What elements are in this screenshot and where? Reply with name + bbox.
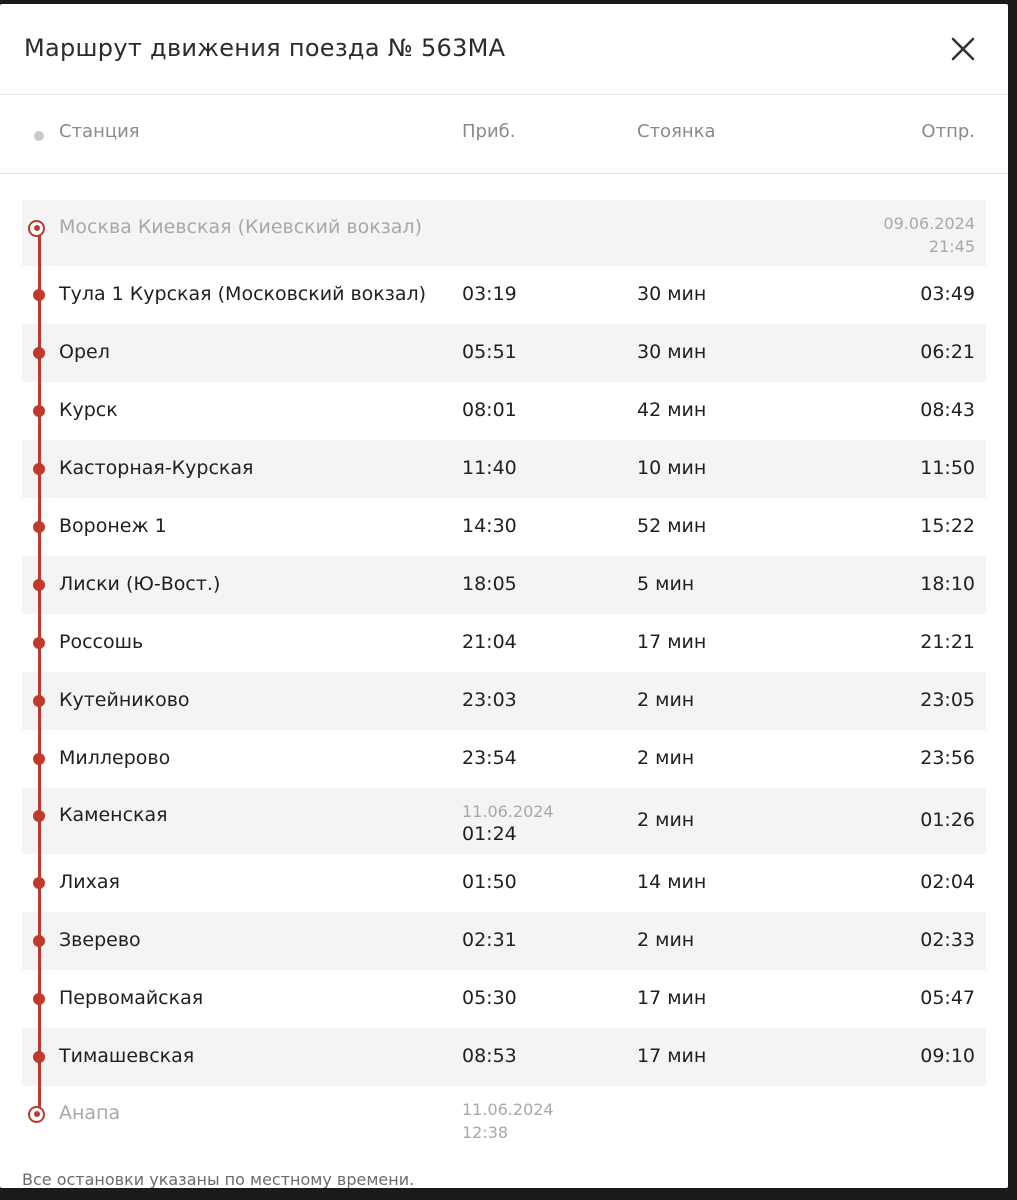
route-row bbox=[22, 382, 986, 440]
arrival-time: 05:30 bbox=[462, 987, 517, 1009]
route-row bbox=[22, 730, 986, 788]
stop-duration: 52 мин bbox=[637, 515, 707, 537]
route-row bbox=[22, 854, 986, 912]
departure-time: 23:56 bbox=[920, 747, 975, 769]
station-name: Россошь bbox=[59, 631, 144, 653]
station-name: Каменская bbox=[59, 804, 168, 826]
station-point-icon bbox=[33, 877, 45, 889]
departure-time: 01:26 bbox=[920, 809, 975, 831]
arrival-time: 02:31 bbox=[462, 929, 517, 951]
station-point-icon bbox=[33, 1051, 45, 1063]
station-name: Зверево bbox=[59, 929, 141, 951]
station-point-icon bbox=[33, 463, 45, 475]
stop-duration: 17 мин bbox=[637, 631, 707, 653]
terminal-station-icon bbox=[28, 220, 45, 237]
route-row bbox=[22, 266, 986, 324]
route-row bbox=[22, 970, 986, 1028]
departure-time: 15:22 bbox=[920, 515, 975, 537]
station-name: Кутейниково bbox=[59, 689, 190, 711]
stop-duration: 42 мин bbox=[637, 399, 707, 421]
stop-duration: 2 мин bbox=[637, 809, 695, 831]
stop-duration: 5 мин bbox=[637, 573, 695, 595]
stop-duration: 2 мин bbox=[637, 929, 695, 951]
station-name: Лиски (Ю-Вост.) bbox=[59, 573, 221, 595]
departure-time bbox=[883, 212, 975, 258]
arrival-time: 03:19 bbox=[462, 283, 517, 305]
arrival-time: 08:53 bbox=[462, 1045, 517, 1067]
stop-duration: 10 мин bbox=[637, 457, 707, 479]
station-name: Орел bbox=[59, 341, 110, 363]
arrival-date: 11.06.2024 bbox=[462, 802, 554, 821]
route-row bbox=[22, 440, 986, 498]
departure-time: 18:10 bbox=[920, 573, 975, 595]
arrival-time: 14:30 bbox=[462, 515, 517, 537]
route-row bbox=[22, 498, 986, 556]
departure-time: 03:49 bbox=[920, 283, 975, 305]
col-arrival: Приб. bbox=[462, 121, 516, 142]
station-point-icon bbox=[33, 405, 45, 417]
arrival-date: 11.06.2024 bbox=[462, 1100, 554, 1119]
departure-time: 02:33 bbox=[920, 929, 975, 951]
route-row bbox=[22, 200, 986, 266]
route-list bbox=[22, 200, 986, 1150]
route-row bbox=[22, 912, 986, 970]
modal-header bbox=[0, 4, 1008, 95]
arrival-time: 11:40 bbox=[462, 457, 517, 479]
arrival-time: 21:04 bbox=[462, 631, 517, 653]
route-row bbox=[22, 788, 986, 854]
stop-duration: 14 мин bbox=[637, 871, 707, 893]
arrival-time bbox=[462, 1098, 554, 1144]
stop-duration: 17 мин bbox=[637, 987, 707, 1009]
station-name: Тула 1 Курская (Московский вокзал) bbox=[59, 283, 427, 305]
station-point-icon bbox=[33, 935, 45, 947]
route-row bbox=[22, 556, 986, 614]
departure-time: 11:50 bbox=[920, 457, 975, 479]
stop-duration: 2 мин bbox=[637, 747, 695, 769]
arrival-time: 05:51 bbox=[462, 341, 517, 363]
departure-time: 23:05 bbox=[920, 689, 975, 711]
arrival-clock: 12:38 bbox=[462, 1123, 509, 1142]
station-point-icon bbox=[33, 521, 45, 533]
close-button[interactable] bbox=[948, 34, 978, 64]
col-stop: Стоянка bbox=[637, 121, 716, 142]
station-point-icon bbox=[33, 579, 45, 591]
departure-date: 09.06.2024 bbox=[883, 214, 975, 233]
station-name: Курск bbox=[59, 399, 118, 421]
column-headers bbox=[0, 95, 1008, 174]
footnote: Все остановки указаны по местному времени. bbox=[22, 1170, 415, 1188]
station-point-icon bbox=[33, 637, 45, 649]
col-station: Станция bbox=[59, 121, 140, 142]
arrival-time: 01:50 bbox=[462, 871, 517, 893]
station-point-icon bbox=[33, 289, 45, 301]
arrival-time bbox=[462, 800, 554, 845]
station-point-icon bbox=[33, 810, 45, 822]
stop-duration: 2 мин bbox=[637, 689, 695, 711]
departure-time: 09:10 bbox=[920, 1045, 975, 1067]
route-row bbox=[22, 1028, 986, 1086]
station-name: Касторная-Курская bbox=[59, 457, 254, 479]
station-name: Воронеж 1 bbox=[59, 515, 167, 537]
modal-title: Маршрут движения поезда № 563МА bbox=[24, 34, 506, 62]
station-dot-icon bbox=[34, 131, 44, 141]
route-modal bbox=[0, 4, 1008, 1188]
arrival-time: 23:54 bbox=[462, 747, 517, 769]
col-departure: Отпр. bbox=[921, 121, 975, 142]
station-point-icon bbox=[33, 695, 45, 707]
arrival-clock: 01:24 bbox=[462, 823, 517, 845]
route-row bbox=[22, 672, 986, 730]
station-name: Первомайская bbox=[59, 987, 204, 1009]
departure-time: 05:47 bbox=[920, 987, 975, 1009]
route-track-line bbox=[38, 228, 41, 1114]
stop-duration: 30 мин bbox=[637, 283, 707, 305]
departure-time: 06:21 bbox=[920, 341, 975, 363]
departure-time: 21:21 bbox=[920, 631, 975, 653]
route-row bbox=[22, 324, 986, 382]
station-name: Миллерово bbox=[59, 747, 171, 769]
station-name: Лихая bbox=[59, 871, 120, 893]
arrival-time: 08:01 bbox=[462, 399, 517, 421]
stop-duration: 17 мин bbox=[637, 1045, 707, 1067]
stop-duration: 30 мин bbox=[637, 341, 707, 363]
station-point-icon bbox=[33, 993, 45, 1005]
station-point-icon bbox=[33, 347, 45, 359]
station-name: Тимашевская bbox=[59, 1045, 195, 1067]
close-icon[interactable] bbox=[948, 34, 978, 64]
departure-time: 02:04 bbox=[920, 871, 975, 893]
station-point-icon bbox=[33, 753, 45, 765]
departure-clock: 21:45 bbox=[928, 237, 975, 256]
departure-time: 08:43 bbox=[920, 399, 975, 421]
arrival-time: 23:03 bbox=[462, 689, 517, 711]
station-name: Анапа bbox=[59, 1102, 121, 1124]
route-row bbox=[22, 1086, 986, 1150]
station-name: Москва Киевская (Киевский вокзал) bbox=[59, 216, 422, 238]
route-row bbox=[22, 614, 986, 672]
arrival-time: 18:05 bbox=[462, 573, 517, 595]
terminal-station-icon bbox=[28, 1106, 45, 1123]
